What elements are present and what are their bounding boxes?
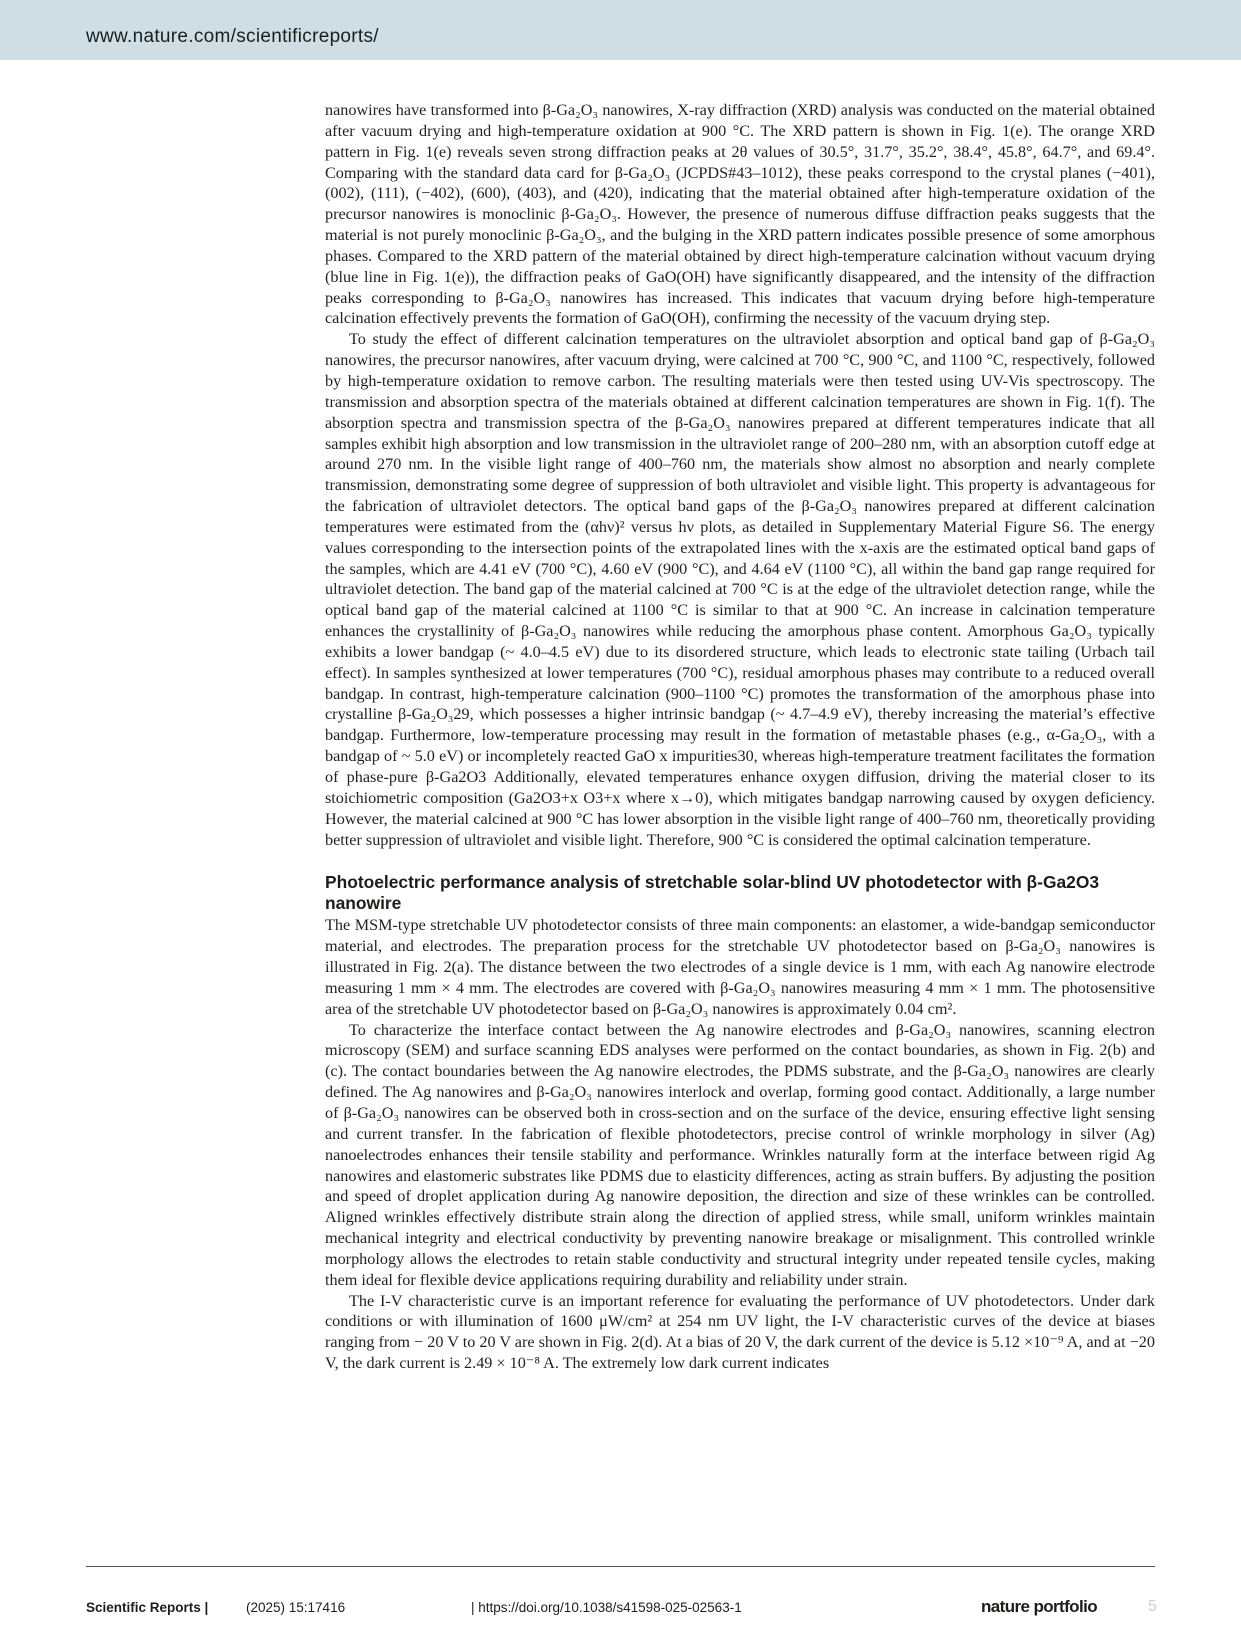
page-footer	[86, 1597, 1157, 1622]
footer-year-volume: (2025) 15:17416	[246, 1600, 346, 1615]
paragraph-calcination: To study the effect of different calcination temperatures on the ultraviolet absorption and optical band gap of β-Ga₂O₃ nanowires, the precursor nanowires, after vacuum drying, were calcined at 700 °C, 900 °C, and 1100 °C, respectively, followed by high-temperature oxidation to remove carbon. The resulting materials were then tested using UV-Vis spectroscopy. The transmission and absorption spectra of the materials obtained at different calcination temperatures are shown in Fig. 1(f). The absorption spectra and transmission spectra of the β-Ga₂O₃ nanowires prepared at different temperatures indicate that all samples exhibit high absorption and low transmission in the ultraviolet range of 200–280 nm, with an absorption cutoff edge at around 270 nm. In the visible light range of 400–760 nm, the materials show almost no absorption and nearly complete transmission, demonstrating some degree of suppression of both ultraviolet and visible light. This property is advantageous for the fabrication of ultraviolet detectors. The optical band gaps of the β-Ga₂O₃ nanowires prepared at different calcination temperatures were estimated from the (αhν)² versus hν plots, as detailed in Supplementary Material Figure S6. The energy values corresponding to the intersection points of the extrapolated lines with the x-axis are the estimated optical band gaps of the samples, which are 4.41 eV (700 °C), 4.60 eV (900 °C), and 4.64 eV (1100 °C), all within the band gap range required for ultraviolet detection. The band gap of the material calcined at 700 °C is at the edge of the ultraviolet detection range, while the optical band gap of the material calcined at 1100 °C is similar to that at 900 °C. An increase in calcination temperature enhances the crystallinity of β-Ga₂O₃ nanowires while reducing the amorphous phase content. Amorphous Ga₂O₃ typically exhibits a lower bandgap (~ 4.0–4.5 eV) due to its disordered structure, which leads to electronic state tailing (Urbach tail effect). In samples synthesized at lower temperatures (700 °C), residual amorphous phases may contribute to a reduced overall bandgap. In contrast, high-temperature calcination (900–1100 °C) promotes the transformation of the amorphous phase into crystalline β-Ga₂O₃29, which possesses a higher intrinsic bandgap (~ 4.7–4.9 eV), thereby increasing the material’s effective bandgap. Furthermore, low-temperature processing may result in the formation of metastable phases (e.g., α-Ga₂O₃, with a bandgap of ~ 5.0 eV) or incompletely reacted GaO x impurities30, whereas high-temperature treatment facilitates the formation of phase-pure β-Ga2O3 Additionally, elevated temperatures enhance oxygen diffusion, driving the material closer to its stoichiometric composition (Ga2O3+x O3+x where x→0), which mitigates bandgap narrowing caused by oxygen deficiency. However, the material calcined at 900 °C has lower absorption in the visible light range of 400–760 nm, theoretically providing better suppression of ultraviolet and visible light. Therefore, 900 °C is considered the optimal calcination temperature.	[325, 330, 1155, 849]
section-heading: Photoelectric performance analysis of stretchable solar-blind UV photodetector with β-Ga2O3 nanowire	[325, 872, 1100, 914]
paragraph-xrd: nanowires have transformed into β-Ga₂O₃ nanowires, X-ray diffraction (XRD) analysis was conducted on the material obtained after vacuum drying and high-temperature oxidation at 900 °C. The XRD pattern is shown in Fig. 1(e). The orange XRD pattern in Fig. 1(e) reveals seven strong diffraction peaks at 2θ values of 30.5°, 31.7°, 35.2°, 38.4°, 45.8°, 64.7°, and 69.4°. Comparing with the standard data card for β-Ga₂O₃ (JCPDS#43–1012), these peaks correspond to the crystal planes (−401), (002), (111), (−402), (600), (403), and (420), indicating that the material obtained after high-temperature oxidation of the precursor nanowires is monoclinic β-Ga₂O₃. However, the presence of numerous diffuse diffraction peaks suggests that the material is not purely monoclinic β-Ga₂O₃, and the bulging in the XRD pattern indicates possible presence of some amorphous phases. Compared to the XRD pattern of the material obtained by direct high-temperature calcination without vacuum drying (blue line in Fig. 1(e)), the diffraction peaks of GaO(OH) have significantly disappeared, and the intensity of the diffraction peaks corresponding to β-Ga₂O₃ nanowires has increased. This indicates that vacuum drying before high-temperature calcination effectively prevents the formation of GaO(OH), confirming the necessity of the vacuum drying step.	[325, 101, 1155, 328]
footer-doi-link[interactable]: | https://doi.org/10.1038/s41598-025-02563-1	[471, 1600, 742, 1615]
paragraph-msm-detector: The MSM-type stretchable UV photodetector consists of three main components: an elastomer, a wide-bandgap semiconductor material, and electrodes. The preparation process for the stretchable UV photodetector based on β-Ga₂O₃ nanowires is illustrated in Fig. 2(a). The distance between the two electrodes of a single device is 1 mm, with each Ag nanowire electrode measuring 1 mm × 4 mm. The electrodes are covered with β-Ga₂O₃ nanowires measuring 4 mm × 1 mm. The photosensitive area of the stretchable UV photodetector based on β-Ga₂O₃ nanowires is approximately 0.04 cm².	[325, 916, 1155, 1018]
journal-header-bar	[0, 0, 1241, 60]
paragraph-interface-contact: To characterize the interface contact between the Ag nanowire electrodes and β-Ga₂O₃ nanowires, scanning electron microscopy (SEM) and surface scanning EDS analyses were performed on the contact boundaries, as shown in Fig. 2(b) and (c). The contact boundaries between the Ag nanowire electrodes, the PDMS substrate, and the β-Ga₂O₃ nanowires are clearly defined. The Ag nanowires and β-Ga₂O₃ nanowires interlock and overlap, forming good contact. Additionally, a large number of β-Ga₂O₃ nanowires can be observed both in cross-section and on the surface of the device, ensuring effective light sensing and current transfer. In the fabrication of flexible photodetectors, precise control of wrinkle morphology in silver (Ag) nanoelectrodes enhances their tensile stability and performance. Wrinkles naturally form at the interface between rigid Ag nanowires and elastomeric substrates like PDMS due to elasticity differences, acting as strain buffers. By adjusting the position and speed of droplet application during Ag nanowire deposition, the direction and size of these wrinkles can be controlled. Aligned wrinkles effectively distribute strain along the direction of applied stress, while small, uniform wrinkles maintain mechanical integrity and electrical conductivity by preventing nanowire breakage or misalignment. This controlled wrinkle morphology allows the electrodes to retain stable conductivity and structural integrity under repeated tensile cycles, making them ideal for flexible device applications requiring durability and reliability under strain.	[325, 1020, 1155, 1289]
nature-portfolio-logo: nature portfolio	[981, 1597, 1097, 1616]
article-body	[325, 100, 1155, 1374]
footer-journal: Scientific Reports |	[86, 1600, 209, 1615]
footer-divider	[86, 1566, 1155, 1567]
paragraph-iv-curve: The I-V characteristic curve is an important reference for evaluating the performance of UV photodetectors. Under dark conditions or with illumination of 1600 μW/cm² at 254 nm UV light, the I-V characteristic curves of the device at biases ranging from − 20 V to 20 V are shown in Fig. 2(d). At a bias of 20 V, the dark current of the device is 5.12 ×10⁻⁹ A, and at −20 V, the dark current is 2.49 × 10⁻⁸ A. The extremely low dark current indicates	[325, 1291, 1155, 1373]
page-number: 5	[1148, 1598, 1157, 1615]
header-url[interactable]: www.nature.com/scientificreports/	[86, 26, 379, 47]
